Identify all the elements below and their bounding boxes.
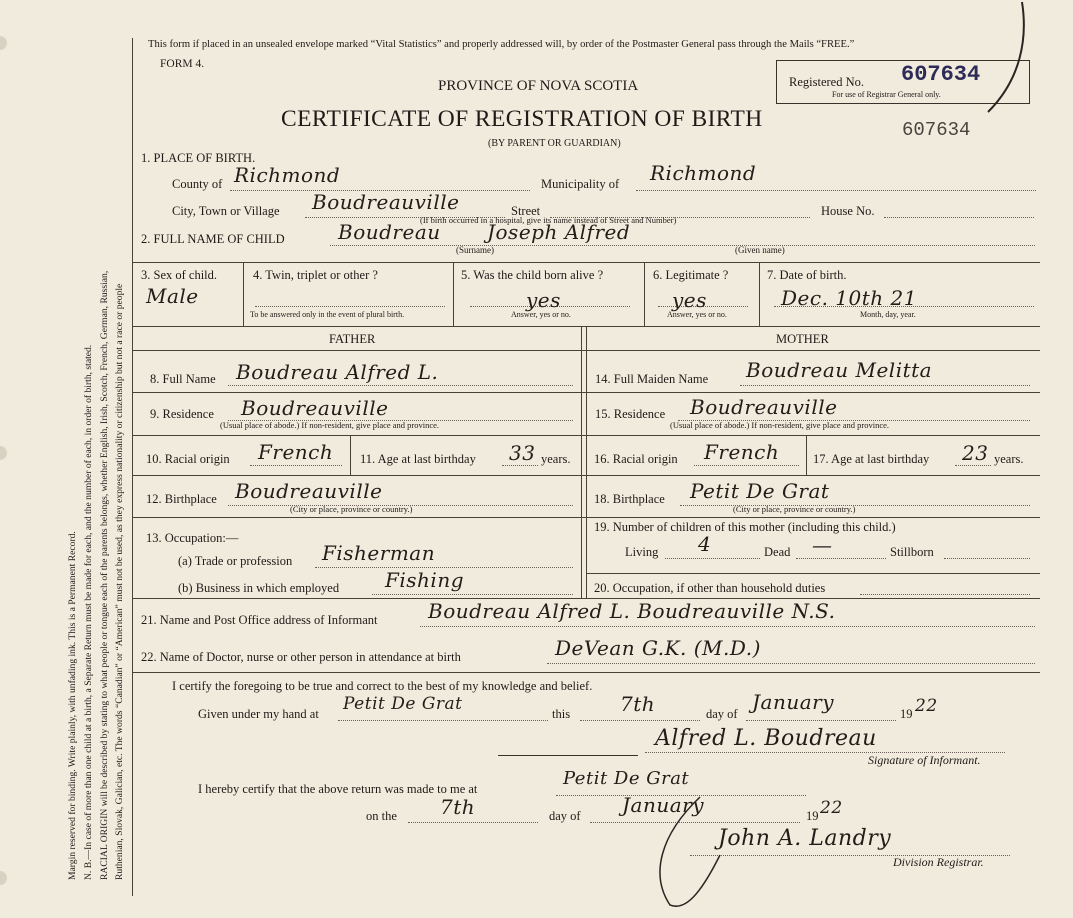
mother-heading: MOTHER (776, 332, 829, 346)
doctor-value: DeVean G.K. (M.D.) (555, 636, 761, 660)
mother-name-line (740, 385, 1030, 386)
return-statement: I hereby certify that the above return was made to me at (198, 782, 478, 796)
mother-racial-label: 16. Racial origin (594, 452, 678, 466)
legitimate-note: Answer, yes or no. (667, 310, 727, 319)
rule (133, 262, 1040, 263)
given-note: (Given name) (735, 245, 785, 255)
stillborn-line (944, 558, 1030, 559)
father-birthplace-note: (City or place, province or country.) (290, 504, 413, 514)
father-residence-label: 9. Residence (150, 407, 214, 421)
child-surname-value: Boudreau (338, 220, 441, 244)
mother-residence-label: 15. Residence (595, 407, 666, 421)
given-year-value: 22 (915, 696, 938, 716)
registered-label: Registered No. (789, 75, 864, 89)
street-label: Street (511, 204, 541, 218)
father-birthplace-value: Boudreauville (235, 479, 383, 503)
return-day-value: 7th (440, 795, 476, 819)
mother-racial-value: French (704, 440, 780, 464)
signature-flourish (640, 795, 760, 913)
father-age-value: 33 (509, 441, 536, 465)
business-label: (b) Business in which employed (178, 581, 340, 595)
born-alive-note: Answer, yes or no. (511, 310, 571, 319)
doctor-line (547, 663, 1035, 664)
mother-residence-note: (Usual place of abode.) If non-resident, give place and province. (670, 420, 890, 430)
father-name-line (228, 385, 573, 386)
dead-label: Dead (764, 545, 791, 559)
mother-age-label: 17. Age at last birthday (813, 452, 930, 466)
return-day-of-label: day of (549, 809, 581, 823)
dead-value: — (812, 533, 833, 557)
rule (453, 262, 454, 326)
mother-age-value: 23 (962, 441, 989, 465)
binder-hole (0, 871, 7, 885)
house-line (884, 217, 1034, 218)
form-number: FORM 4. (160, 58, 205, 70)
living-value: 4 (698, 532, 712, 556)
binder-hole (0, 36, 7, 50)
rule (806, 435, 807, 475)
informant-line (420, 626, 1035, 627)
margin-note-racial-origin: RACIAL ORIGIN will be described by stating to what people or tongue each of the parents belongs, whether English, Irish, Scotch, French, German, Russian, (99, 270, 110, 880)
father-age-line (502, 465, 538, 466)
sex-value: Male (146, 284, 199, 308)
registered-note: For use of Registrar General only. (832, 90, 941, 99)
father-name-label: 8. Full Name (150, 372, 216, 386)
mother-birthplace-label: 18. Birthplace (594, 492, 665, 506)
house-label: House No. (821, 204, 875, 218)
mother-birthplace-value: Petit De Grat (690, 479, 830, 503)
return-year-value: 22 (820, 798, 843, 818)
given-year-prefix: 19 (900, 707, 913, 721)
province-heading: PROVINCE OF NOVA SCOTIA (438, 78, 639, 94)
column-divider (586, 326, 587, 598)
rule (133, 517, 1040, 518)
rule (644, 262, 645, 326)
this-label: this (552, 707, 571, 721)
stamped-number: 607634 (902, 119, 971, 141)
informant-signature: Alfred L. Boudreau (655, 726, 877, 751)
certify-statement: I certify the foregoing to be true and correct to the best of my knowledge and belief. (172, 679, 593, 693)
rule (498, 755, 638, 756)
mother-years-label: years. (994, 452, 1024, 466)
binder-hole (0, 446, 7, 460)
father-racial-value: French (258, 440, 334, 464)
sex-label: 3. Sex of child. (141, 268, 218, 282)
return-month-value: January (622, 793, 704, 817)
father-residence-note: (Usual place of abode.) If non-resident, give place and province. (220, 420, 440, 430)
division-registrar-label: Division Registrar. (893, 855, 984, 869)
born-alive-label: 5. Was the child born alive ? (461, 268, 604, 282)
informant-label: 21. Name and Post Office address of Informant (141, 613, 378, 627)
mother-name-label: 14. Full Maiden Name (595, 372, 709, 386)
county-label: County of (172, 177, 223, 191)
mother-residence-value: Boudreauville (690, 395, 838, 419)
postal-notice: This form if placed in an unsealed envelope marked “Vital Statistics” and properly addressed will, by order of the Postmaster General pass through the Mails “FREE.” (148, 39, 855, 50)
given-place-value: Petit De Grat (343, 694, 463, 714)
rule (759, 262, 760, 326)
father-heading: FATHER (329, 332, 376, 346)
living-label: Living (625, 545, 659, 559)
father-racial-label: 10. Racial origin (146, 452, 230, 466)
stillborn-label: Stillborn (890, 545, 934, 559)
dob-label: 7. Date of birth. (767, 268, 847, 282)
mother-age-line (955, 465, 991, 466)
twin-line (255, 306, 445, 307)
father-residence-value: Boudreauville (241, 396, 389, 420)
certificate-subtitle: (BY PARENT OR GUARDIAN) (488, 138, 621, 149)
child-name-line (330, 245, 1035, 246)
child-name-label: 2. FULL NAME OF CHILD (141, 232, 285, 246)
signature-informant-label: Signature of Informant. (868, 753, 981, 767)
municipality-line (636, 190, 1036, 191)
father-racial-line (250, 465, 342, 466)
legitimate-label: 6. Legitimate ? (653, 268, 729, 282)
margin-note-binding: Margin reserved for binding. Write plainly, with unfading ink. This is a Permanent Record. (67, 531, 78, 880)
father-years-label: years. (541, 452, 571, 466)
dead-line (796, 558, 886, 559)
municipality-label: Municipality of (541, 177, 620, 191)
column-divider (581, 326, 582, 598)
twin-label: 4. Twin, triplet or other ? (253, 268, 378, 282)
mother-racial-line (694, 465, 799, 466)
surname-note: (Surname) (456, 245, 494, 255)
rule (133, 392, 1040, 393)
rule (243, 262, 244, 326)
dob-value: Dec. 10th 21 (781, 286, 917, 310)
rule (133, 672, 1040, 673)
trade-label: (a) Trade or profession (178, 554, 293, 568)
given-day-value: 7th (620, 692, 656, 716)
legitimate-value: yes (672, 288, 707, 312)
rule (133, 435, 1040, 436)
return-day-line (408, 822, 538, 823)
children-count-label: 19. Number of children of this mother (including this child.) (594, 520, 896, 534)
rule (133, 475, 1040, 476)
corner-pen-mark (950, 0, 1030, 118)
mother-occupation-line (860, 594, 1030, 595)
given-month-line (746, 720, 896, 721)
child-given-value: Joseph Alfred (487, 220, 631, 244)
given-day-line (580, 720, 700, 721)
father-birthplace-label: 12. Birthplace (146, 492, 217, 506)
county-value: Richmond (234, 163, 341, 187)
business-value: Fishing (385, 568, 464, 592)
return-place-value: Petit De Grat (563, 768, 690, 789)
given-under-label: Given under my hand at (198, 707, 319, 721)
city-label: City, Town or Village (172, 204, 280, 218)
margin-note-racial-origin-cont: Ruthenian, Slovak, Galician, etc. The words “Canadian” or “American” must not be used, as they express nationality or citizenship but not a race or people (114, 283, 125, 880)
trade-value: Fisherman (322, 541, 436, 565)
father-age-label: 11. Age at last birthday (360, 452, 476, 466)
doctor-label: 22. Name of Doctor, nurse or other person in attendance at birth (141, 650, 461, 664)
mother-name-value: Boudreau Melitta (746, 358, 933, 382)
business-line (372, 594, 573, 595)
registered-number: 607634 (901, 62, 981, 87)
twin-note: To be answered only in the event of plural birth. (250, 310, 405, 319)
rule (350, 435, 351, 475)
place-of-birth-label: 1. PLACE OF BIRTH. (141, 151, 256, 165)
rule (586, 573, 1040, 574)
margin-rule (132, 38, 133, 896)
mother-birthplace-note: (City or place, province or country.) (733, 504, 856, 514)
certificate-title: CERTIFICATE OF REGISTRATION OF BIRTH (281, 106, 763, 132)
given-month-value: January (752, 690, 834, 714)
given-place-line (338, 720, 548, 721)
rule (133, 350, 1040, 351)
father-name-value: Boudreau Alfred L. (236, 360, 439, 384)
municipality-value: Richmond (650, 161, 757, 185)
registrar-signature: John A. Landry (718, 826, 892, 851)
city-value: Boudreauville (312, 190, 460, 214)
street-note: (If birth occurred in a hospital, give its name instead of Street and Number) (420, 215, 677, 225)
dob-note: Month, day, year. (860, 310, 916, 319)
father-occupation-label: 13. Occupation:— (146, 531, 239, 545)
born-alive-value: yes (526, 288, 561, 312)
mother-occupation-label: 20. Occupation, if other than household duties (594, 581, 826, 595)
day-of-label: day of (706, 707, 738, 721)
margin-note-multiple-births: N. B.—In case of more than one child at a birth, a Separate Return must be made for each, and the number of each, in order of birth, stated. (83, 344, 94, 880)
return-year-prefix: 19 (806, 809, 819, 823)
informant-value: Boudreau Alfred L. Boudreauville N.S. (428, 599, 836, 623)
on-the-label: on the (366, 809, 397, 823)
living-line (665, 558, 760, 559)
